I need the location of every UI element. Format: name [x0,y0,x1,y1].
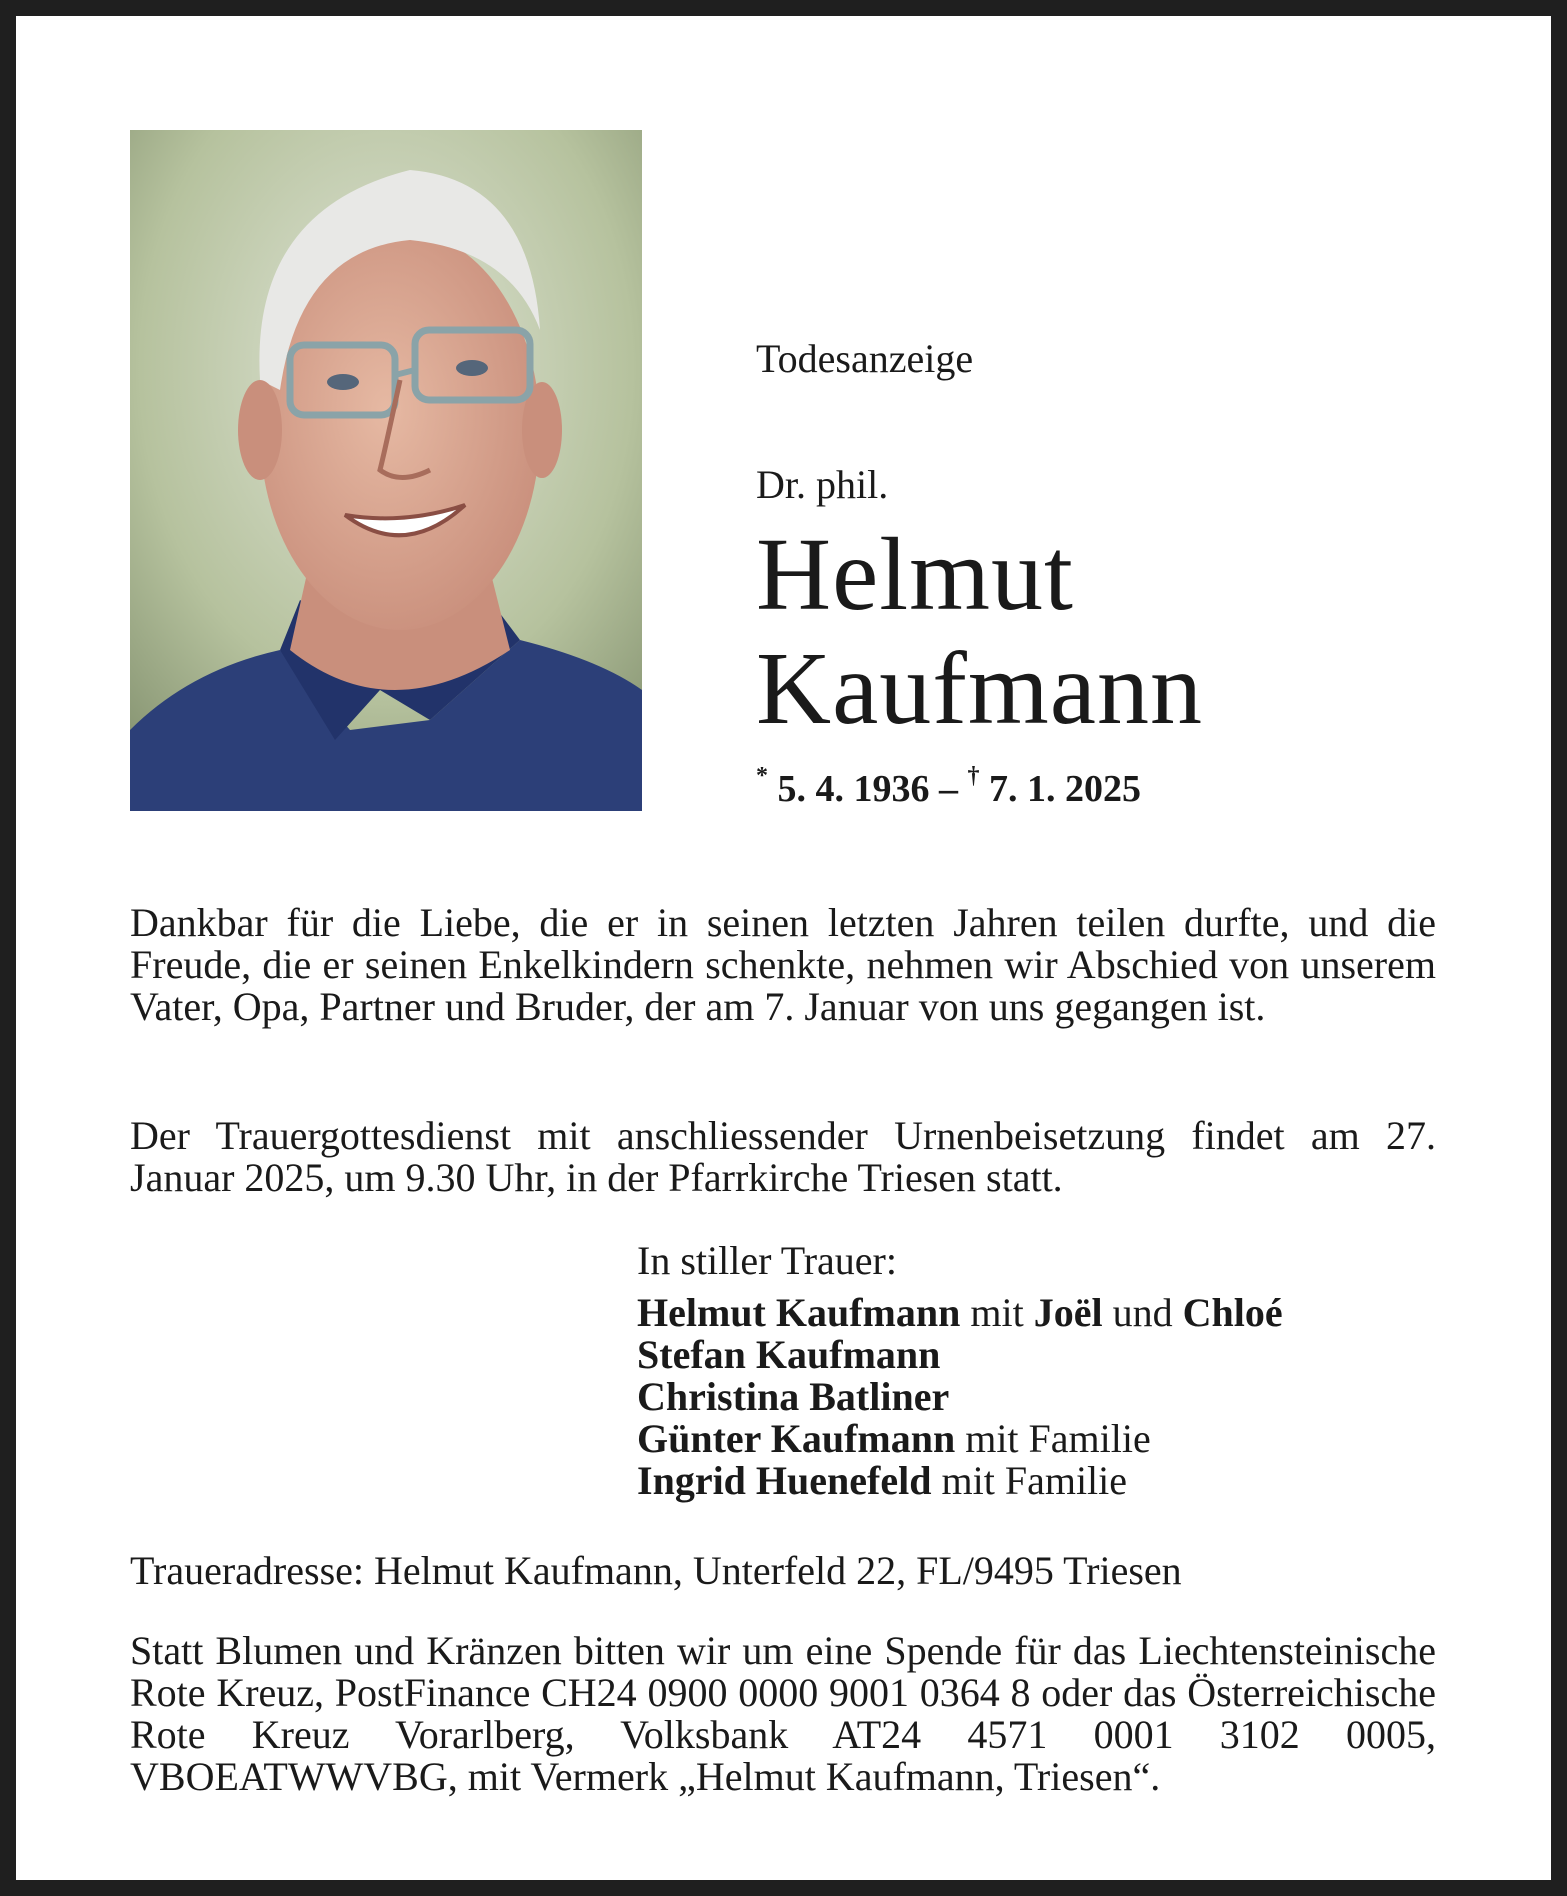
header-block [756,335,1476,811]
mourners-intro: In stiller Trauer: [637,1238,897,1283]
mourner-name: Ingrid Huenefeld [637,1458,932,1503]
mourner-connector: mit [970,1290,1024,1335]
mourner-name: Joël [1033,1290,1103,1335]
mourner-suffix: mit Familie [941,1458,1128,1503]
deceased-name [756,517,1476,746]
mourner-name: Stefan Kaufmann [637,1332,941,1377]
donation-text: Statt Blumen und Kränzen bitten wir um eine Spende für das Liechtensteinische Rote Kreuz, PostFinance CH24 0900 0000 9001 0364 8 oder das Österreichische Rote Kreuz Vorarlberg, Volksbank AT24 4571 0001 3102 0005, VBOEATWWVBG, mit Vermerk „Helmut Kaufmann, Triesen“. [130,1628,1436,1799]
mourner-line [637,1460,1283,1502]
birth-symbol: * [756,763,768,789]
life-dates [756,763,1476,811]
mourner-name: Christina Batliner [637,1374,950,1419]
gratitude-text: Dankbar für die Liebe, die er in seinen letzten Jahren teilen durfte, und die Freude, die er seinen Enkelkindern schenkte, nehmen wir Abschied von unserem Vater, Opa, Partner und Bruder, der am 7. Januar von uns gegangen ist. [130,900,1436,1029]
address-paragraph [130,1550,1436,1592]
date-dash: – [939,768,958,810]
last-name: Kaufmann [756,631,1203,746]
mourner-name: Helmut Kaufmann [637,1290,961,1335]
mourner-connector: und [1112,1290,1173,1335]
address-text: Traueradresse: Helmut Kaufmann, Unterfeld 22, FL/9495 Triesen [130,1548,1182,1593]
mourner-name: Chloé [1182,1290,1283,1335]
death-symbol: † [967,763,980,789]
donation-paragraph [130,1630,1436,1798]
mourner-suffix: mit Familie [965,1416,1151,1461]
death-date: 7. 1. 2025 [989,768,1141,810]
service-text: Der Trauergottesdienst mit anschliessender Urnenbeisetzung findet am 27. Januar 2025, um 9.30 Uhr, in der Pfarrkirche Triesen statt. [130,1113,1436,1200]
notice-kind: Todesanzeige [756,336,974,381]
mourners-list [637,1240,1283,1502]
mourner-name: Günter Kaufmann [637,1416,956,1461]
portrait-photo [130,130,642,811]
gratitude-paragraph [130,902,1436,1028]
mourner-line [637,1292,1283,1334]
birth-date: 5. 4. 1936 [777,768,930,810]
service-paragraph [130,1115,1436,1199]
mourner-line [637,1334,1283,1376]
first-name: Helmut [756,517,1074,632]
mourner-line [637,1418,1283,1460]
mourner-line [637,1376,1283,1418]
academic-title: Dr. phil. [756,462,889,507]
